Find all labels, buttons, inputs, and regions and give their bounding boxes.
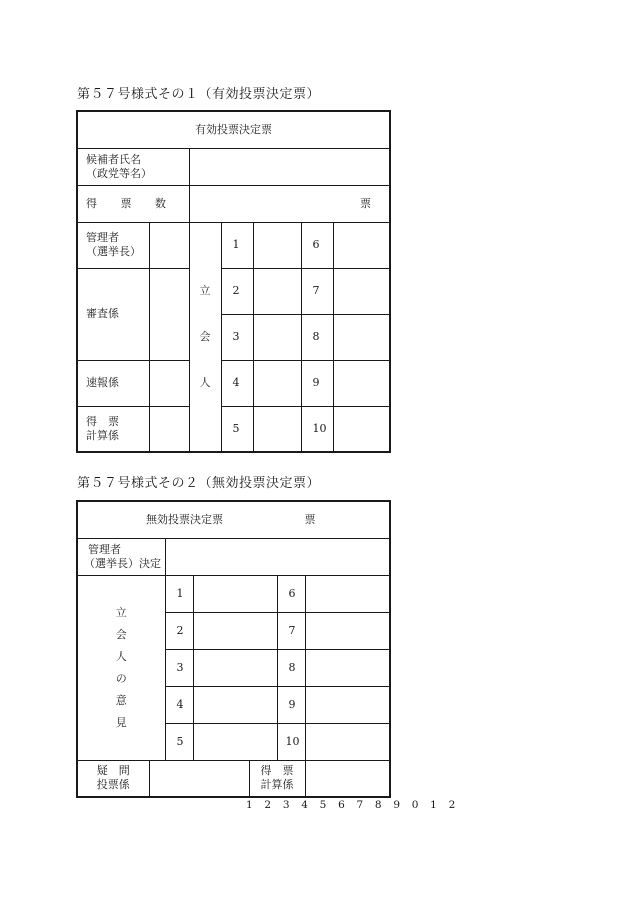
witness-char-2: 会 [199, 329, 211, 343]
role-counter-label [77, 406, 149, 452]
question-label-line2: 投票係 [96, 778, 130, 792]
invalid-vote-ruling-form [76, 500, 391, 798]
opinion-number: 9 [277, 686, 305, 723]
role-reporter-seal[interactable] [149, 360, 189, 406]
opinion-char-4: の [115, 671, 127, 685]
witness-seal[interactable] [333, 314, 390, 360]
witness-number: 10 [301, 406, 333, 452]
witness-number: 9 [301, 360, 333, 406]
witness-seal[interactable] [253, 314, 301, 360]
votes-field[interactable] [189, 185, 390, 222]
witness-seal[interactable] [253, 268, 301, 314]
manager-decision-label [77, 538, 165, 575]
form1-caption: 第５７号様式その１（有効投票決定票） [77, 87, 321, 102]
opinion-number: 2 [165, 612, 193, 649]
witness-number: 3 [221, 314, 253, 360]
votes-unit: 票 [360, 196, 372, 210]
votes-label: 得 票 数 [77, 185, 189, 222]
opinion-field[interactable] [305, 649, 390, 686]
witness-vertical-label [189, 222, 221, 452]
opinion-char-1: 立 [115, 605, 127, 619]
opinion-number: 5 [165, 723, 193, 760]
form2-caption: 第５７号様式その２（無効投票決定票） [77, 476, 321, 491]
witness-number: 6 [301, 222, 333, 268]
witness-number: 2 [221, 268, 253, 314]
candidate-label-line1: 候補者氏名 [86, 152, 141, 166]
opinion-char-3: 人 [115, 649, 127, 663]
manager-label-line2: （選挙長）決定 [84, 556, 161, 570]
witness-seal[interactable] [333, 406, 390, 452]
manager-decision-field[interactable] [165, 538, 390, 575]
opinion-field[interactable] [305, 575, 390, 612]
witness-number: 8 [301, 314, 333, 360]
footer-digit-scale: 1 2 3 4 5 6 7 8 9 0 1 2 [246, 799, 460, 811]
manager-label-line1: 管理者 [88, 542, 121, 556]
opinion-field[interactable] [193, 649, 277, 686]
witness-seal[interactable] [253, 360, 301, 406]
opinion-field[interactable] [193, 723, 277, 760]
witness-seal[interactable] [333, 222, 390, 268]
opinion-field[interactable] [193, 612, 277, 649]
role-manager-line2: （選挙長） [86, 245, 141, 258]
role-examiner-seal[interactable] [149, 268, 189, 360]
opinion-number: 1 [165, 575, 193, 612]
opinion-char-6: 見 [115, 715, 127, 729]
role-examiner-label: 審査係 [77, 268, 149, 360]
role-reporter-label: 速報係 [77, 360, 149, 406]
form2-votes-unit: 票 [304, 512, 316, 526]
opinion-char-2: 会 [115, 627, 127, 641]
witness-seal[interactable] [333, 360, 390, 406]
opinion-number: 3 [165, 649, 193, 686]
opinion-field[interactable] [305, 612, 390, 649]
count-label-line2: 計算係 [260, 778, 294, 792]
witness-char-3: 人 [199, 375, 211, 389]
question-clerk-seal[interactable] [149, 760, 249, 797]
role-manager-line1: 管理者 [86, 231, 119, 244]
count-clerk-seal[interactable] [305, 760, 390, 797]
candidate-label-line2: （政党等名） [86, 166, 152, 180]
role-counter-line2: 計算係 [86, 428, 119, 442]
opinion-number: 10 [277, 723, 305, 760]
witness-number: 7 [301, 268, 333, 314]
count-clerk-label [249, 760, 305, 797]
valid-vote-ruling-form [76, 110, 391, 453]
count-label-line1: 得 票 [260, 764, 294, 778]
candidate-name-field[interactable] [189, 148, 390, 185]
role-manager-label [77, 222, 149, 268]
opinion-field[interactable] [193, 575, 277, 612]
opinion-field[interactable] [305, 686, 390, 723]
form2-title-row [77, 501, 390, 538]
opinion-field[interactable] [305, 723, 390, 760]
opinion-char-5: 意 [115, 693, 127, 707]
opinion-number: 8 [277, 649, 305, 686]
witness-seal[interactable] [333, 268, 390, 314]
witness-seal[interactable] [253, 406, 301, 452]
candidate-name-label [77, 148, 189, 185]
role-counter-line1: 得 票 [86, 414, 119, 428]
witness-char-1: 立 [199, 283, 211, 297]
witness-seal[interactable] [253, 222, 301, 268]
opinion-number: 4 [165, 686, 193, 723]
role-manager-seal[interactable] [149, 222, 189, 268]
witness-number: 4 [221, 360, 253, 406]
form1-title: 有効投票決定票 [77, 111, 390, 148]
form2-title: 無効投票決定票 [146, 512, 223, 526]
witness-opinion-label [77, 575, 165, 760]
opinion-number: 7 [277, 612, 305, 649]
opinion-number: 6 [277, 575, 305, 612]
witness-number: 5 [221, 406, 253, 452]
role-counter-seal[interactable] [149, 406, 189, 452]
question-label-line1: 疑 問 [96, 764, 130, 778]
question-clerk-label [77, 760, 149, 797]
opinion-field[interactable] [193, 686, 277, 723]
witness-number: 1 [221, 222, 253, 268]
